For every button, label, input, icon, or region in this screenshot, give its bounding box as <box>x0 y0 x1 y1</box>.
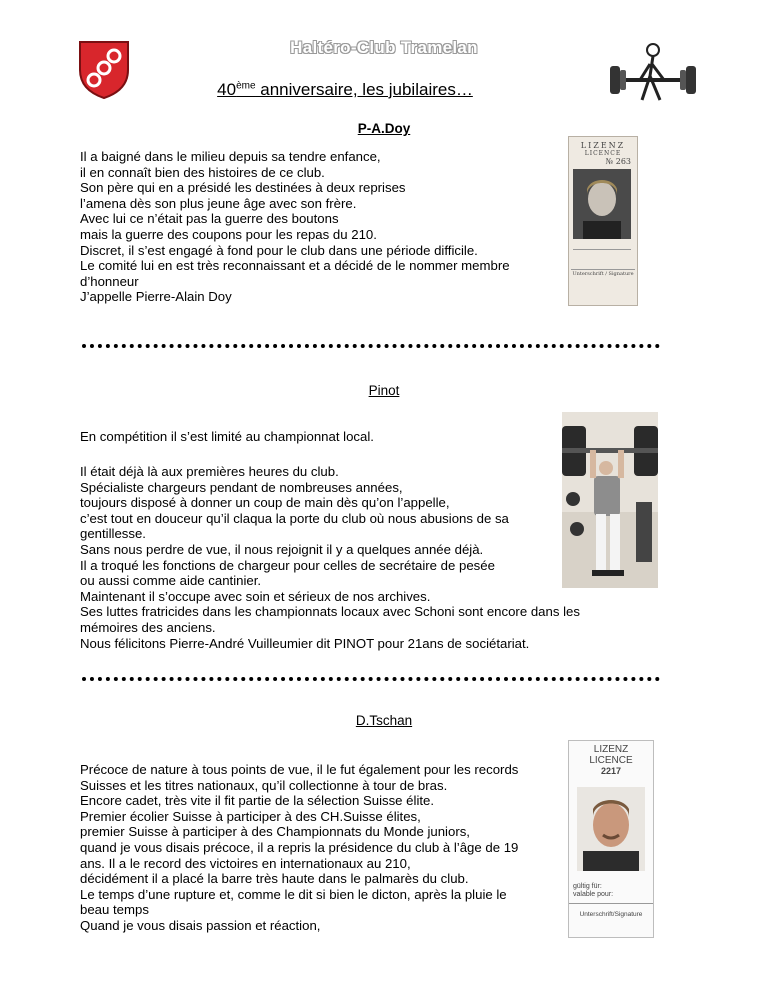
section-intro-pinot: En compétition il s’est limité au championnat local. <box>80 429 374 444</box>
weightlifter-logo-icon <box>608 40 698 110</box>
section-text-tschan: Précoce de nature à tous points de vue, il le fut également pour les records Suisses et les titres nationaux, qu’il collectionne à tour de bras. Encore cadet, très vite il fit partie de la sélection Suisse élite. Premier écolier Suisse à participer à des CH.Suisse élites, premier Suisse à participer à des Championnats du Monde juniors, quand je vous disais précoce, il a repris la présidence du club à l’âge de 19 ans. Il a le record des victoires en internationaux au 210, décidément il a placé la barre très haute dans le palmarès du club. Le temps d’une rupture et, comme le dit si bien le dicton, après la pluie le beau temps Quand je vous disais passion et réaction, <box>80 762 519 933</box>
licence-card-doy: LIZENZ LICENCE № 263 Unterschrift / Signature <box>568 136 638 306</box>
section-text-doy: Il a baigné dans le milieu depuis sa tendre enfance, il en connaît bien des histoires de ce club. Son père qui en a présidé les destinées à deux reprises l’amena dès son plus jeune âge avec son frère. Avec lui ce n’était pas la guerre des boutons mais la guerre des coupons pour les repas du 210. Discret, il s’est engagé à fond pour le club dans une période difficile. Le comité lui en est très reconnaissant et a décidé de le nommer membre d’honneur J’appelle Pierre-Alain Doy <box>80 149 510 305</box>
section-text-pinot: Il était déjà là aux premières heures du club. Spécialiste chargeurs pendant de nombreuses années, toujours disposé à donner un coup de main dès qu’on l’appelle, c’est tout en douceur qu’il claqua la porte du club où nous abusions de sa gentillesse. Sans nous perdre de vue, il nous rejoignit il y a quelques année déjà. Il a troqué les fonctions de chargeur pour celles de secrétaire de pesée ou aussi comme aide cantinier. Maintenant il s’occupe avec soin et sérieux de nos archives. Ses luttes fratricides dans les championnats locaux avec Schoni sont encore dans les mémoires des anciens. Nous félicitons Pierre-André Vuilleumier dit PINOT pour 21ans de sociétariat. <box>80 464 580 651</box>
weightlifting-photo-pinot <box>562 412 658 588</box>
section-heading-doy: P-A.Doy <box>357 121 411 136</box>
portrait-photo-doy <box>573 169 631 239</box>
separator-1 <box>82 344 660 348</box>
page-title: 40ème anniversaire, les jubilaires… <box>217 80 473 99</box>
licence-card-tschan: LIZENZ LICENCE 2217 gültig für: valable pour: Unterschrift/Signature <box>568 740 654 938</box>
section-heading-tschan: D.Tschan <box>355 713 413 728</box>
club-name: Haltéro-Club Tramelan <box>290 38 478 57</box>
section-heading-pinot: Pinot <box>368 383 400 398</box>
portrait-photo-tschan <box>577 787 645 871</box>
separator-2 <box>82 677 660 681</box>
